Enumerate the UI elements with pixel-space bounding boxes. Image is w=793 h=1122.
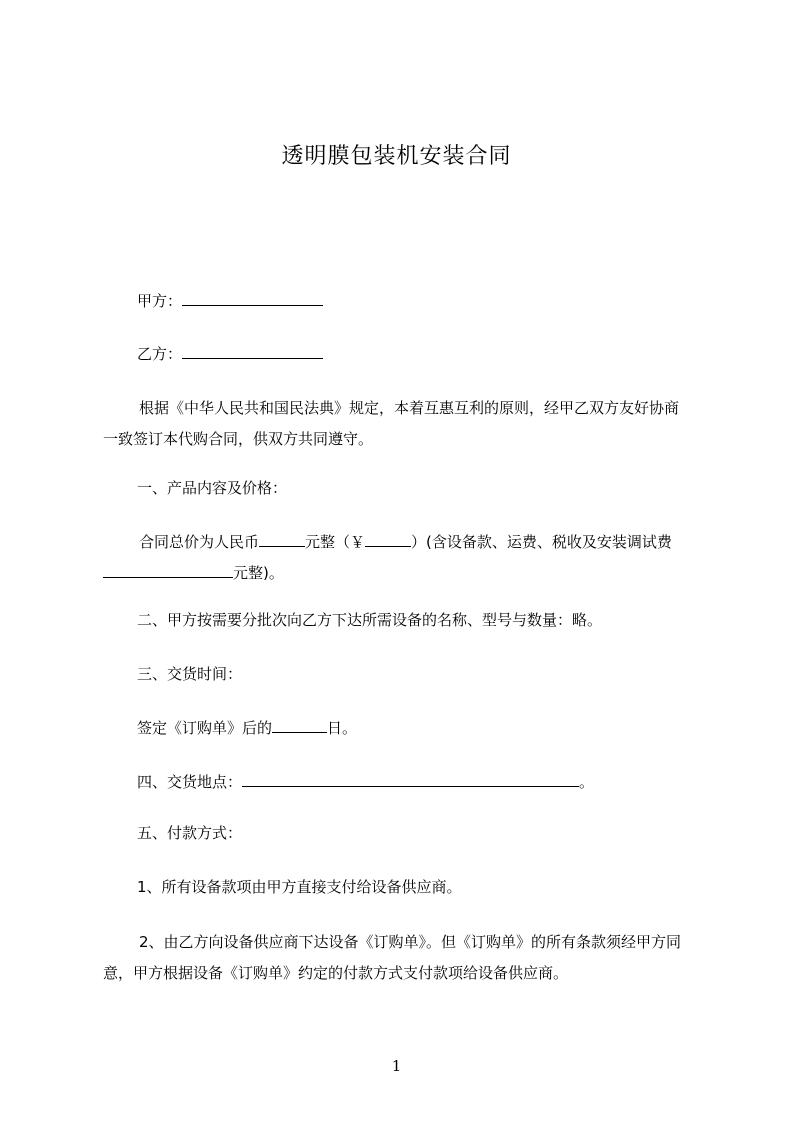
party-a-line [137,290,323,311]
section-5-heading: 五、付款方式： [137,824,243,842]
section-1-heading: 一、产品内容及价格： [137,479,288,497]
delivery-prefix: 签定《订购单》后的 [137,719,273,737]
delivery-location-blank [242,771,579,787]
section-4-end: 。 [579,773,595,791]
payment-item-2: 2、由乙方向设备供应商下达设备《订购单》。但《订购单》的所有条款须经甲方同意，甲方根据设备《订购单》约定的付款方式支付款项给设备供应商。 [103,933,682,982]
price-mid-2: ）(含设备款、运费、税收及安装调试费 [411,533,672,551]
delivery-days-blank [272,717,327,733]
section-4-label: 四、交货地点： [137,773,243,791]
party-a-label: 甲方： [137,292,183,310]
party-b-blank [182,343,323,359]
section-4-line [137,771,594,792]
price-prefix: 合同总价为人民币 [139,533,260,551]
page-number: 1 [391,1057,402,1075]
party-b-label: 乙方： [137,345,183,363]
section-3-heading: 三、交货时间： [137,665,243,683]
price-figure-blank [365,531,411,547]
price-mid-1: 元整（￥ [305,533,366,551]
party-a-blank [182,290,323,306]
contract-title: 透明膜包装机安装合同 [281,144,512,169]
delivery-suffix: 日。 [327,719,358,737]
installation-fee-blank [103,562,233,578]
payment-item-1: 1、所有设备款项由甲方直接支付给设备供应商。 [137,878,462,896]
delivery-time-line [137,717,357,738]
price-amount-blank [259,531,305,547]
section-2: 二、甲方按需要分批次向乙方下达所需设备的名称、型号与数量：略。 [137,611,603,629]
price-suffix: 元整)。 [233,564,284,582]
intro-paragraph: 根据《中华人民共和国民法典》规定，本着互惠互利的原则，经甲乙双方友好协商一致签订本代购合同，供双方共同遵守。 [103,399,680,448]
price-paragraph [103,527,693,589]
party-b-line [137,343,323,364]
